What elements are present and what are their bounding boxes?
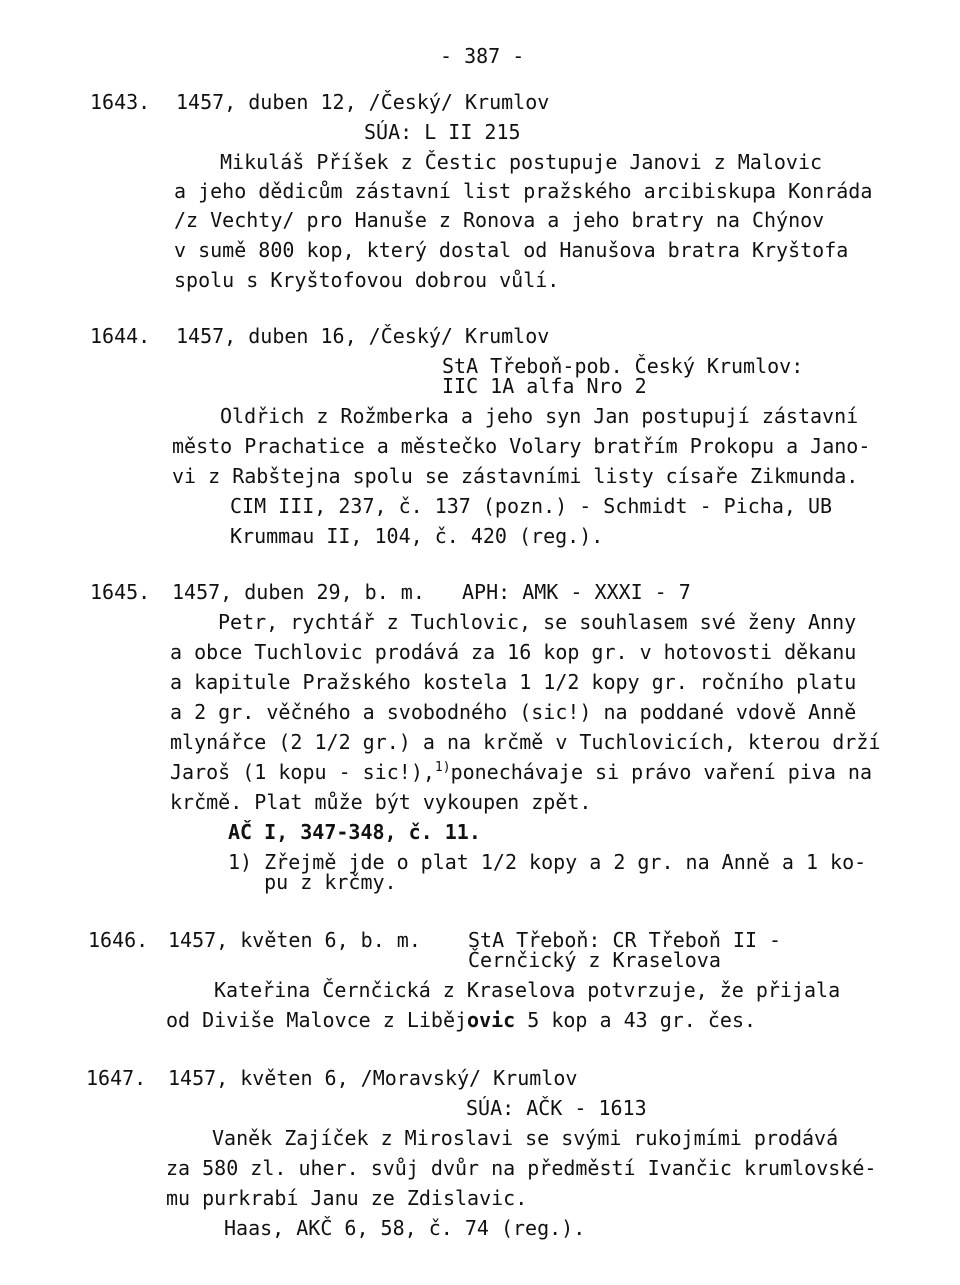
entry-text-line: Kateřina Černčická z Kraselova potvrzuje, že přijala — [214, 978, 841, 1002]
entry-number: 1647. — [86, 1066, 147, 1090]
entry-source: Černčický z Kraselova — [468, 948, 721, 972]
entry-number: 1646. — [88, 928, 149, 952]
entry-text-line: Petr, rychtář z Tuchlovic, se souhlasem své ženy Anny — [218, 610, 857, 634]
entry-number: 1644. — [90, 324, 151, 348]
entry-text-line: a jeho dědicům zástavní list pražského arcibiskupa Konráda — [174, 179, 873, 203]
entry-number: 1645. — [90, 580, 151, 604]
entry-text-line — [170, 758, 872, 786]
entry-source: StA Třeboň: CR Třeboň II - — [468, 928, 782, 952]
entry-text-line: město Prachatice a městečko Volary bratřím Prokopu a Jano- — [172, 434, 871, 458]
entry-source: SÚA: L II 215 — [364, 120, 521, 144]
footnote-line: pu z krčmy. — [228, 870, 397, 894]
entry-text-fragment: 5 kop a 43 gr. čes. — [515, 1008, 757, 1032]
entry-reference: Krummau II, 104, č. 420 (reg.). — [230, 524, 604, 548]
footnote-marker: 1) — [434, 760, 451, 775]
entry-source: IIC 1A alfa Nro 2 — [442, 374, 647, 398]
entry-source: StA Třeboň-pob. Český Krumlov: — [442, 354, 804, 378]
entry-text-line: Oldřich z Rožmberka a jeho syn Jan postupují zástavní — [220, 404, 859, 428]
entry-date-place: 1457, duben 16, /Český/ Krumlov — [176, 324, 550, 348]
footnote-line: 1) Zřejmě jde o plat 1/2 kopy a 2 gr. na Anně a 1 ko- — [228, 850, 867, 874]
entry-source: SÚA: AČK - 1613 — [466, 1096, 647, 1120]
entry-date-place: 1457, duben 12, /Český/ Krumlov — [176, 90, 550, 114]
page-number: - 387 - — [440, 44, 525, 68]
entry-reference: AČ I, 347-348, č. 11. — [228, 820, 481, 844]
entry-date-place: 1457, květen 6, b. m. — [168, 928, 421, 952]
entry-text-line — [166, 1006, 756, 1034]
entry-text-line: za 580 zl. uher. svůj dvůr na předměstí Ivančic krumlovské- — [166, 1156, 877, 1180]
entry-text-line: a 2 gr. věčného a svobodného (sic!) na poddané vdově Anně — [170, 700, 857, 724]
entry-text-line: a obce Tuchlovic prodává za 16 kop gr. v hotovosti děkanu — [170, 640, 857, 664]
entry-text-line: /z Vechty/ pro Hanuše z Ronova a jeho bratry na Chýnov — [174, 208, 825, 232]
entry-text-line: Mikuláš Příšek z Čestic postupuje Janovi z Malovic — [220, 150, 823, 174]
entry-text-line: a kapitule Pražského kostela 1 1/2 kopy gr. ročního platu — [170, 670, 857, 694]
entry-reference: Haas, AKČ 6, 58, č. 74 (reg.). — [224, 1216, 586, 1240]
entry-date-place: 1457, květen 6, /Moravský/ Krumlov — [168, 1066, 578, 1090]
entry-text-line: mu purkrabí Janu ze Zdislavic. — [166, 1186, 528, 1210]
entry-text-fragment: ponechávaje si právo vaření piva na — [450, 760, 872, 784]
entry-text-line: v sumě 800 kop, který dostal od Hanušova bratra Kryštofa — [174, 238, 849, 262]
entry-text-line: mlynářce (2 1/2 gr.) a na krčmě v Tuchlovicích, kterou drží — [170, 730, 881, 754]
entry-text-line: krčmě. Plat může být vykoupen zpět. — [170, 790, 592, 814]
entry-text-fragment: ovic — [467, 1008, 516, 1032]
entry-date-place: 1457, duben 29, b. m. — [172, 580, 425, 604]
entry-text-line: vi z Rabštejna spolu se zástavními listy císaře Zikmunda. — [172, 464, 859, 488]
entry-text-line: spolu s Kryštofovou dobrou vůlí. — [174, 268, 560, 292]
entry-number: 1643. — [90, 90, 151, 114]
entry-text-fragment: od Diviše Malovce z Liběj — [166, 1008, 468, 1032]
entry-reference: CIM III, 237, č. 137 (pozn.) - Schmidt - Picha, UB — [230, 494, 833, 518]
entry-text-fragment: Jaroš (1 kopu - sic!), — [170, 760, 435, 784]
entry-text-line: Vaněk Zajíček z Miroslavi se svými rukojmími prodává — [212, 1126, 839, 1150]
entry-source: APH: AMK - XXXI - 7 — [462, 580, 691, 604]
